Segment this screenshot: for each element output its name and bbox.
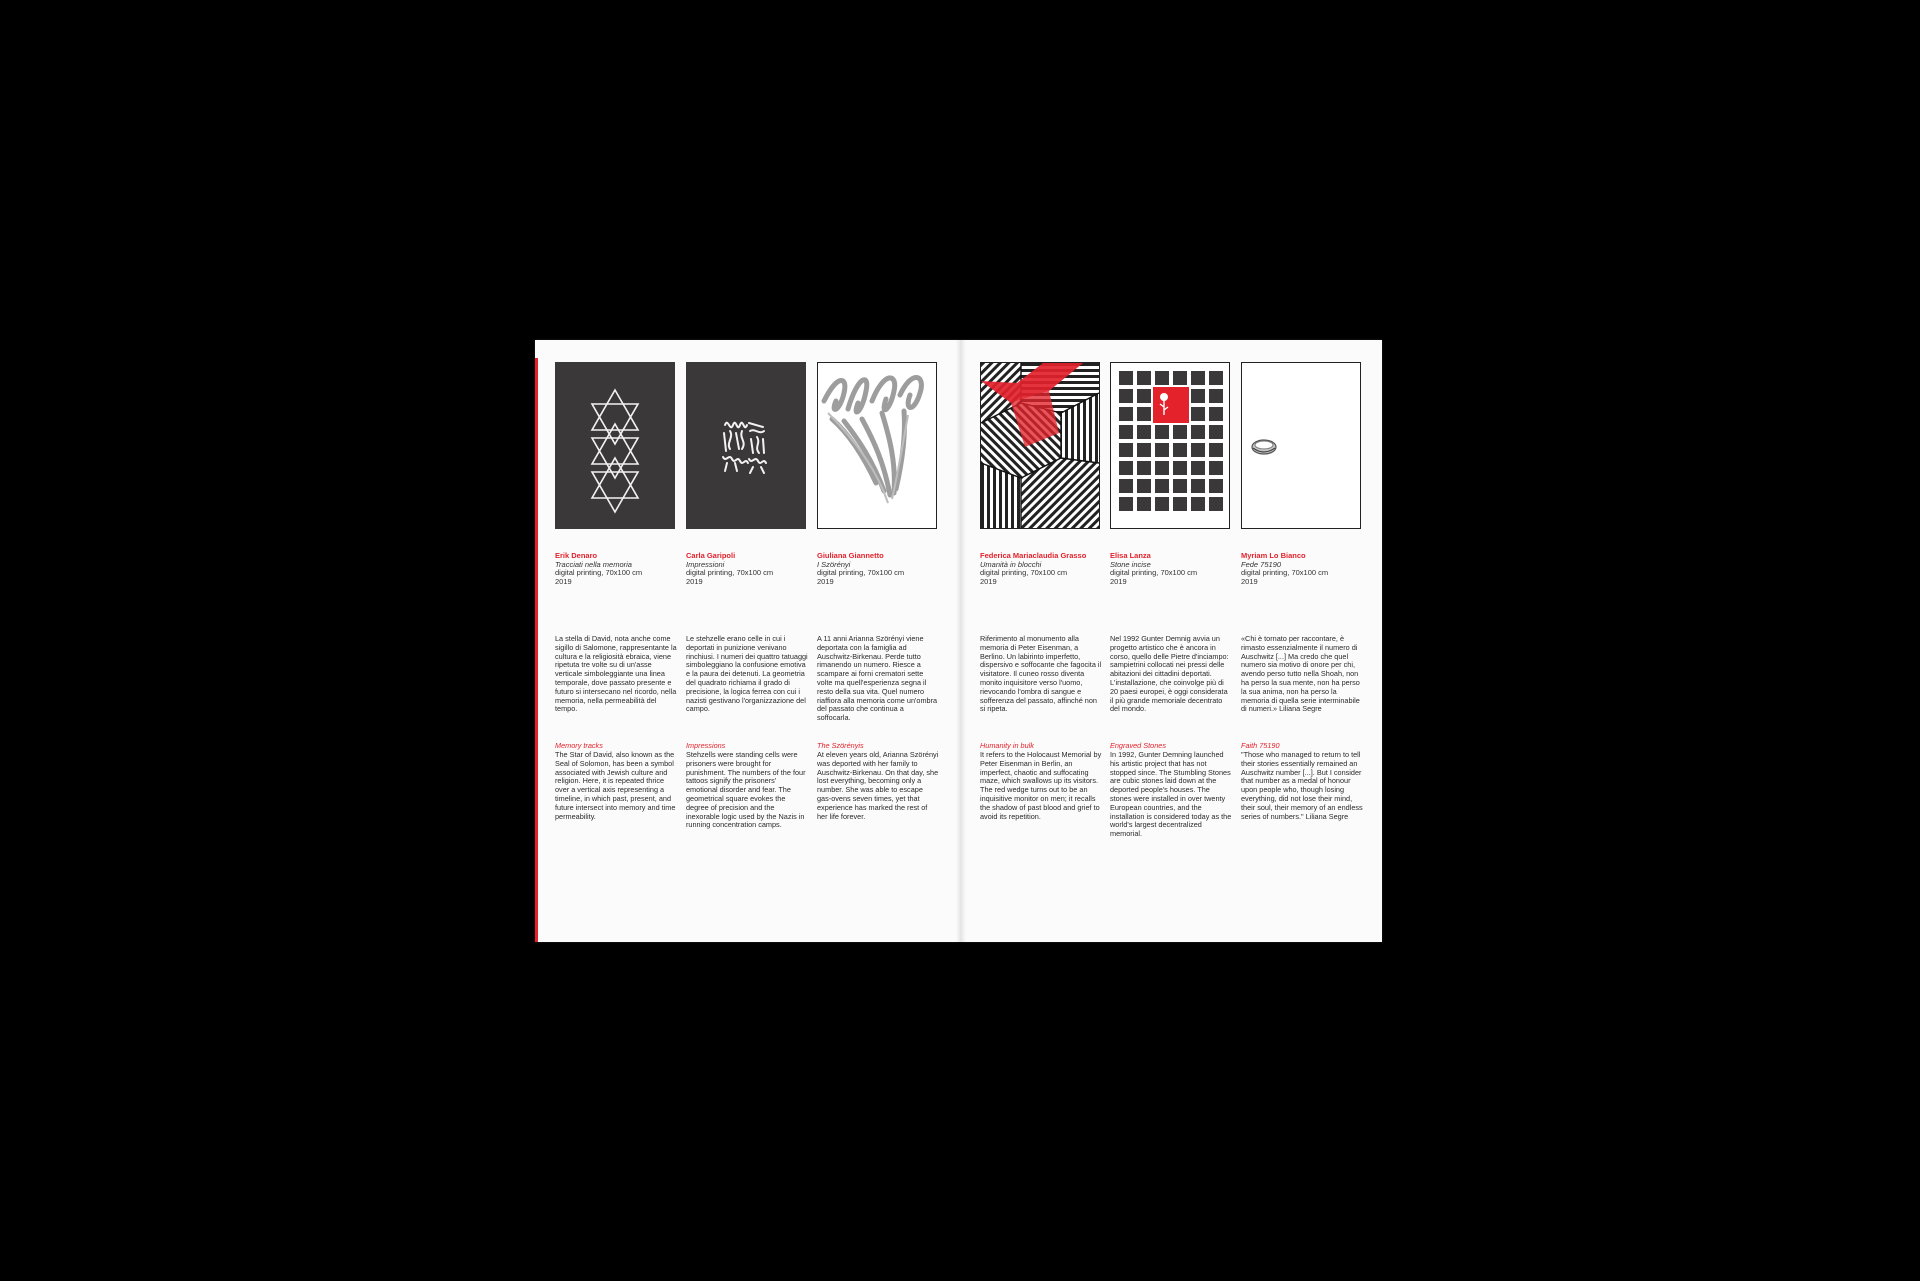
stone-block — [1191, 389, 1205, 403]
stone-block — [1209, 371, 1223, 385]
artist-name: Myriam Lo Bianco — [1241, 551, 1306, 560]
red-stone — [1153, 387, 1189, 423]
italian-description — [1110, 635, 1232, 714]
italian-description — [980, 635, 1102, 714]
artwork-caption — [980, 552, 1110, 586]
english-text: In 1992, Gunter Demning launched his artistic project that has not stopped since. The Stumbling Stones are cubic stones laid down at the deported people's houses. The stones were installed in over twenty European countries, and the installation is considered today as the world's largest decentralized memorial. — [1110, 750, 1232, 839]
stone-block — [1119, 479, 1133, 493]
stone-block — [1191, 371, 1205, 385]
english-text: "Those who managed to return to tell their stories essentially remained an Auschwitz number [...]. But I consider that number as a medal of honour upon people who, though losing everything, did not lose their mind, their soul, their memory of an endless series of numbers." Liliana Segre — [1241, 750, 1363, 821]
stone-block — [1191, 407, 1205, 421]
english-text: At eleven years old, Arianna Szörényi was deported with her family to Auschwitz-Birkenau. On that day, she lost everything, becoming only a number. She was able to escape gas-ovens seven times, yet that experience has marked the rest of her life forever. — [817, 750, 939, 821]
stone-block — [1209, 389, 1223, 403]
english-title: Humanity in bulk — [980, 741, 1034, 750]
english-title: Faith 75190 — [1241, 741, 1280, 750]
english-description — [817, 751, 939, 821]
artwork-title: Umanità in blocchi — [980, 559, 1042, 569]
stone-block — [1191, 443, 1205, 457]
artwork-medium: digital printing, 70x100 cm — [817, 568, 905, 578]
stone-block — [1209, 425, 1223, 439]
artist-name: Federica Mariaclaudia Grasso — [980, 551, 1087, 560]
italian-text: A 11 anni Arianna Szörényi viene deportata con la famiglia ad Auschwitz-Birkenau. Perde tutto rimanendo un numero. Riesce a scampare ai forni crematori sette volte ma quell'esperienza segna il resto della sua vita. Quel numero riaffiora alla memoria come un'ombra del passato che continua a soffocarla. — [817, 634, 938, 723]
artwork-year: 2019 — [686, 576, 703, 586]
english-title: Impressions — [686, 741, 726, 750]
artwork-caption — [1241, 552, 1371, 586]
english-description — [1110, 751, 1232, 839]
artwork-caption — [817, 552, 947, 586]
english-text: Stehzells were standing cells were prisoners were brought for punishment. The numbers of the four tattoos signify the prisoners' emotional disorder and fear. The geometrical square evokes the degree of precision and the inexorable logic used by the Nazis in running concentration camps. — [686, 750, 806, 830]
artwork-caption — [555, 552, 685, 586]
stone-block — [1191, 461, 1205, 475]
hexagram-stack-icon — [555, 362, 675, 529]
artwork-year: 2019 — [1110, 576, 1127, 586]
stone-block — [1209, 479, 1223, 493]
stone-block — [1137, 461, 1151, 475]
stone-block — [1191, 497, 1205, 511]
stone-block — [1119, 407, 1133, 421]
stone-block — [1119, 443, 1133, 457]
english-text: It refers to the Holocaust Memorial by Peter Eisenman in Berlin, an imperfect, chaotic and suffocating maze, which swallows up its visitors. The red wedge turns out to be an inquisitive monitor on men; it recalls the shadow of past blood and grief to avoid its repetition. — [980, 750, 1102, 821]
english-title: The Szörényis — [817, 741, 864, 750]
stone-block — [1137, 497, 1151, 511]
stone-block — [1155, 371, 1169, 385]
stone-block — [1155, 443, 1169, 457]
stone-block — [1119, 425, 1133, 439]
stone-block — [1119, 389, 1133, 403]
artist-name: Giuliana Giannetto — [817, 551, 884, 560]
artwork-year: 2019 — [980, 576, 997, 586]
stone-block — [1173, 479, 1187, 493]
artwork-medium: digital printing, 70x100 cm — [1110, 568, 1198, 578]
artist-name: Elisa Lanza — [1110, 551, 1151, 560]
artwork-medium: digital printing, 70x100 cm — [555, 568, 643, 578]
blocks-artwork — [981, 363, 1099, 528]
stone-block — [1137, 389, 1151, 403]
italian-text: Riferimento al monumento alla memoria di Peter Eisenman, a Berlino. Un labirinto imperfetto, dispersivo e soffocante che fagocita il visitatore. Il cuneo rosso diventa monito inquisitore verso l'uomo, rievocando l'ombra di sangue e sofferenza del passato, affinché non si ripeta. — [980, 634, 1102, 714]
italian-text: Nel 1992 Gunter Demnig avvia un progetto artistico che è ancora in corso, quello delle Pietre d'inciampo: sampietrini collocati nei pressi delle abitazioni dei cittadini deportati. L'installazione, che coinvolge più di 20 paesi europei, è oggi considerata il più grande memoriale decentrato del mondo. — [1110, 634, 1229, 714]
artist-name: Erik Denaro — [555, 551, 598, 560]
english-text: The Star of David, also known as the Seal of Solomon, has been a symbol associated with Jewish culture and religion. Here, it is repeated thrice over a vertical axis representing a timeline, in which past, present, and future intersect into memory and time permeability. — [555, 750, 676, 821]
artwork-medium: digital printing, 70x100 cm — [686, 568, 774, 578]
stone-block — [1137, 443, 1151, 457]
italian-description — [555, 635, 677, 714]
stone-block — [1173, 425, 1187, 439]
stone-block — [1119, 497, 1133, 511]
stone-block — [1209, 407, 1223, 421]
stone-block — [1191, 425, 1205, 439]
stone-block — [1119, 371, 1133, 385]
italian-description — [1241, 635, 1363, 714]
stone-block — [1155, 425, 1169, 439]
stone-block — [1173, 443, 1187, 457]
spine-gutter — [956, 340, 966, 942]
italian-text: La stella di David, nota anche come sigillo di Salomone, rappresentante la cultura e la religiosità ebraica, viene ripetuta tre volte su di un'asse verticale simboleggiante una linea temporale, dove passato presente e futuro si intersecano nel ricordo, nella memoria, nella permeabilità del tempo. — [555, 634, 677, 714]
artwork-title: I Szörényi — [817, 559, 851, 569]
artwork-title: Impressioni — [686, 559, 725, 569]
english-description — [686, 751, 808, 830]
italian-text: «Chi è tornato per raccontare, è rimasto essenzialmente il numero di Auschwitz [...] Ma credo che quel numero sia motivo di onore per chi, avendo perso tutto nella Shoah, non ha perso la sua mente, non ha perso la sua anima, non ha perso la memoria di quella serie interminabile di numeri.» Liliana Segre — [1241, 634, 1360, 714]
stone-block — [1137, 407, 1151, 421]
stone-block — [1173, 461, 1187, 475]
stone-block — [1209, 497, 1223, 511]
artwork-medium: digital printing, 70x100 cm — [1241, 568, 1329, 578]
artwork-year: 2019 — [1241, 576, 1258, 586]
stone-block — [1137, 479, 1151, 493]
tattoo-numbers-icon — [686, 362, 806, 529]
italian-description — [817, 635, 939, 723]
ring-artwork — [1242, 363, 1360, 528]
stone-block — [1173, 497, 1187, 511]
scribble-artwork — [818, 363, 936, 528]
stone-grid-icon — [1110, 362, 1230, 529]
artwork-title: Tracciati nella memoria — [555, 559, 632, 569]
artwork-medium: digital printing, 70x100 cm — [980, 568, 1068, 578]
stone-block — [1155, 479, 1169, 493]
hexagram-artwork — [556, 363, 674, 528]
english-title: Memory tracks — [555, 741, 603, 750]
italian-text: Le stehzelle erano celle in cui i deportati in punizione venivano rinchiusi. I numeri dei quattro tatuaggi simboleggiano la confusione emotiva e la paura dei detenuti. La geometria del quadrato richiama il grado di precisione, la logica ferrea con cui i nazisti gestivano l'organizzazione del campo. — [686, 634, 808, 714]
artwork-year: 2019 — [555, 576, 572, 586]
artwork-caption — [686, 552, 816, 586]
stone-block — [1137, 371, 1151, 385]
english-description — [1241, 751, 1363, 821]
artwork-year: 2019 — [817, 576, 834, 586]
english-title: Engraved Stones — [1110, 741, 1166, 750]
tattoo-artwork — [687, 363, 805, 528]
artwork-title: Stone incise — [1110, 559, 1151, 569]
stone-block — [1137, 425, 1151, 439]
english-description — [555, 751, 677, 821]
stone-block — [1209, 461, 1223, 475]
stone-block — [1191, 479, 1205, 493]
red-page-edge — [535, 358, 538, 942]
stone-block — [1173, 371, 1187, 385]
italian-description — [686, 635, 808, 714]
number-scribble-icon — [817, 362, 937, 529]
english-description — [980, 751, 1102, 821]
artist-name: Carla Garipoli — [686, 551, 736, 560]
stone-block — [1155, 461, 1169, 475]
stone-block — [1155, 497, 1169, 511]
stone-grid-artwork — [1111, 363, 1229, 528]
stone-block — [1119, 461, 1133, 475]
stone-block — [1209, 443, 1223, 457]
catalogue-spread — [535, 340, 1382, 942]
artwork-caption — [1110, 552, 1240, 586]
artwork-title: Fede 75190 — [1241, 559, 1282, 569]
striped-blocks-icon — [980, 362, 1100, 529]
ring-icon — [1241, 362, 1361, 529]
